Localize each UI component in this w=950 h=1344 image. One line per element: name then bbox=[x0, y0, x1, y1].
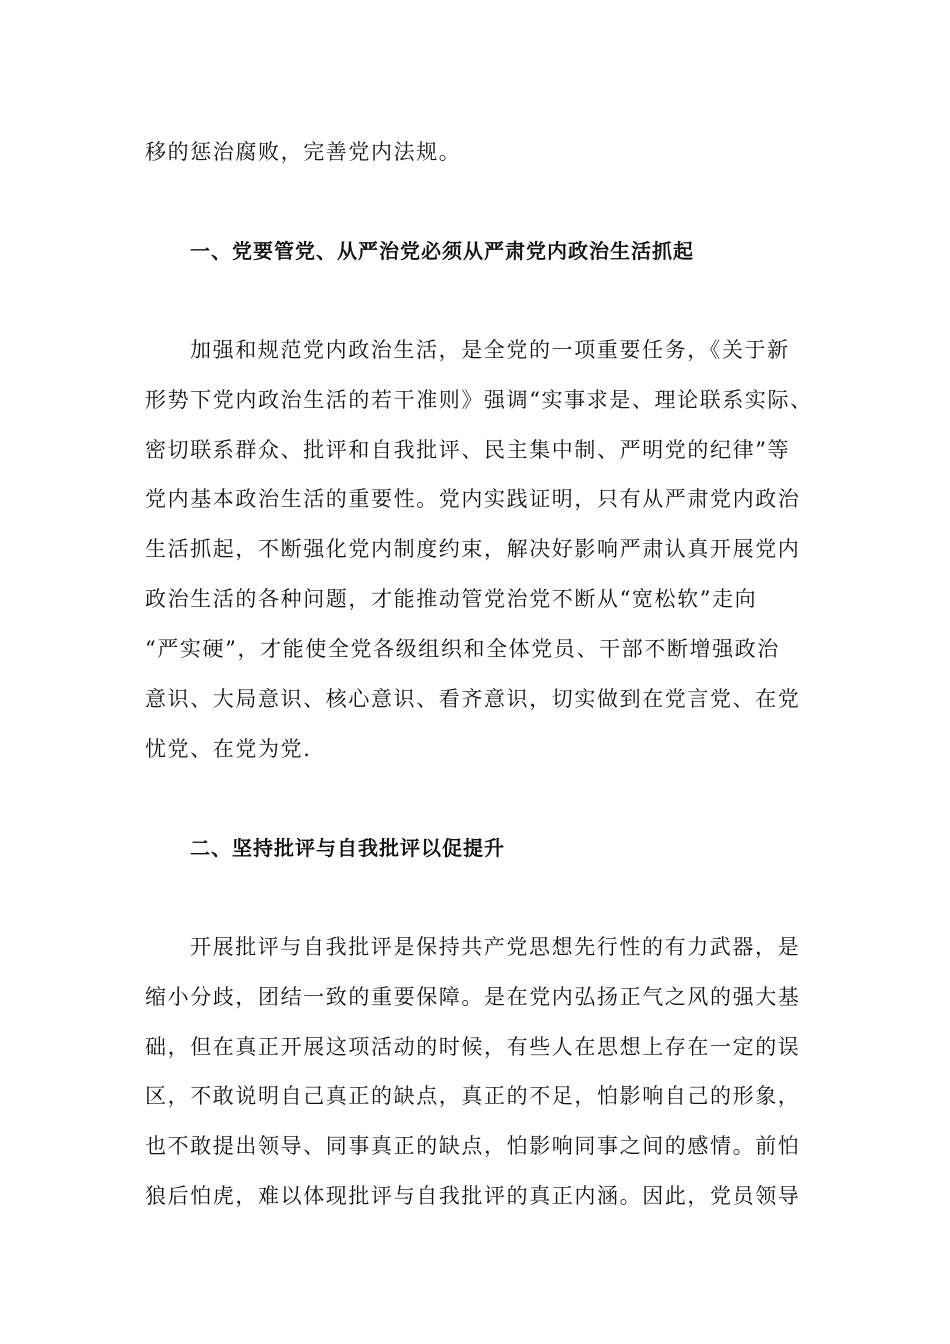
paragraph-line: 意识、大局意识、核心意识、看齐意识，切实做到在党言党、在党 bbox=[145, 687, 801, 711]
intro-line: 移的惩治腐败，完善党内法规。 bbox=[145, 140, 462, 164]
paragraph-line: 形势下党内政治生活的若干准则》强调“实事求是、理论联系实际、 bbox=[145, 388, 813, 412]
paragraph-line: 加强和规范党内政治生活，是全党的一项重要任务，《关于新 bbox=[190, 338, 790, 362]
paragraph-line: 政治生活的各种问题，才能推动管党治党不断从“宽松软”走向 bbox=[145, 587, 758, 611]
paragraph-line: 础，但在真正开展这项活动的时候，有些人在思想上存在一定的误 bbox=[145, 1035, 801, 1059]
paragraph-line: 开展批评与自我批评是保持共产党思想先行性的有力武器，是 bbox=[190, 935, 801, 959]
paragraph-line: 也不敢提出领导、同事真正的缺点，怕影响同事之间的感情。前怕 bbox=[145, 1134, 801, 1158]
paragraph-line: 忧党、在党为党. bbox=[145, 737, 312, 761]
paragraph-line: “严实硬”，才能使全党各级组织和全体党员、干部不断增强政治 bbox=[145, 637, 780, 661]
section-1-heading: 一、党要管党、从严治党必须从严肃党内政治生活抓起 bbox=[190, 239, 694, 263]
paragraph-line: 缩小分歧，团结一致的重要保障。是在党内弘扬正气之风的强大基 bbox=[145, 985, 801, 1009]
paragraph-line: 党内基本政治生活的重要性。党内实践证明，只有从严肃党内政治 bbox=[145, 487, 801, 511]
paragraph-line: 密切联系群众、批评和自我批评、民主集中制、严明党的纪律”等 bbox=[145, 438, 791, 462]
section-2-heading: 二、坚持批评与自我批评以促提升 bbox=[190, 836, 505, 860]
paragraph-line: 区，不敢说明自己真正的缺点，真正的不足，怕影响自己的形象， bbox=[145, 1084, 801, 1108]
paragraph-line: 狼后怕虎，难以体现批评与自我批评的真正内涵。因此，党员领导 bbox=[145, 1184, 801, 1208]
paragraph-line: 生活抓起，不断强化党内制度约束，解决好影响严肃认真开展党内 bbox=[145, 537, 801, 561]
